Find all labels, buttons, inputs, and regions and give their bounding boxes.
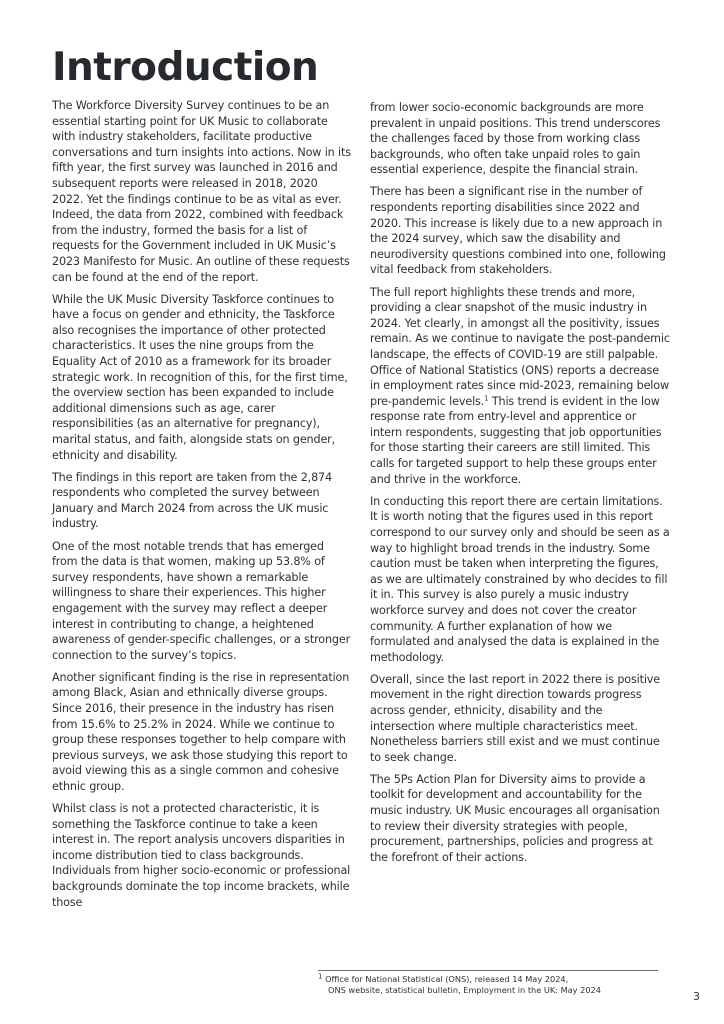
- paragraph-ons: [370, 285, 670, 488]
- paragraph: The 5Ps Action Plan for Diversity aims to provide a toolkit for development and accountability for the music industry. UK Music encourages all organisation to review their diversity strategies with people, procurement, partnerships, policies and progress at the forefront of their actions.: [370, 772, 660, 864]
- page-number: 3: [693, 990, 700, 1003]
- footnote-line-1: [318, 974, 658, 985]
- paragraph: Whilst class is not a protected characteristic, it is something the Taskforce continue to take a keen interest in. The report analysis uncovers disparities in income distribution tied to class backgrounds. Individuals from higher socio-economic or professional backgrounds dominate the top income brackets, while those: [52, 802, 351, 909]
- footnote-marker: 1: [484, 393, 489, 402]
- page-title: Introduction: [52, 45, 319, 90]
- paragraph: The findings in this report are taken from the 2,874 respondents who completed the survey between January and March 2024 from across the UK music industry.: [52, 470, 332, 531]
- paragraph: Another significant finding is the rise in representation among Black, Asian and ethnically diverse groups. Since 2016, their presence in the industry has risen from 15.6% to 25.2% in 2024. While we continue to group these responses together to help compare with previous surveys, we ask those studying this report to avoid viewing this as a single common and cohesive ethnic group.: [52, 670, 350, 793]
- paragraph: There has been a significant rise in the number of respondents reporting disabilities since 2022 and 2020. This increase is likely due to a new approach in the 2024 survey, which saw the disability and neurodiversity questions combined into one, following vital feedback from stakeholders.: [370, 185, 666, 277]
- paragraph: The Workforce Diversity Survey continues to be an essential starting point for UK Music to collaborate with industry stakeholders, facilitate productive conversations and turn insights into actions. Now in its fifth year, the first survey was launched in 2016 and subsequent reports were released in 2018, 2020 2022. Yet the findings continue to be as vital as ever. Indeed, the data from 2022, combined with feedback from the industry, formed the basis for a list of requests for the Government included in UK Music’s 2023 Manifesto for Music. An outline of these requests can be found at the end of the report.: [52, 99, 351, 284]
- paragraph: from lower socio-economic backgrounds are more prevalent in unpaid positions. This trend underscores the challenges faced by those from working class backgrounds, who often take unpaid roles to gain essential experience, despite the financial strain.: [370, 101, 661, 177]
- paragraph: One of the most notable trends that has emerged from the data is that women, making up 53.8% of survey respondents, have shown a remarkable willingness to share their experiences. This higher engagement with the survey may reflect a deeper interest in contributing to change, a heightened awareness of gender-specific challenges, or a stronger connection to the survey’s topics.: [52, 539, 351, 662]
- footnote-text: Office for National Statistical (ONS), released 14 May 2024,: [322, 974, 569, 984]
- paragraph: In conducting this report there are certain limitations. It is worth noting that the figures used in this report correspond to our survey only and should be seen as a way to highlight broad trends in the industry. Some caution must be taken when interpreting the figures, as we are ultimately constrained by who decides to fill it in. This survey is also purely a music industry workforce survey and does not cover the creator community. A further explanation of how we formulated and analysed the data is explained in the methodology.: [370, 494, 670, 664]
- footnote-number: 1: [318, 972, 323, 981]
- footnote: [318, 970, 658, 996]
- paragraph: Overall, since the last report in 2022 there is positive movement in the right direction towards progress across gender, ethnicity, disability and the intersection where multiple characteristics meet. Nonetheless barriers still exist and we must continue to seek change.: [370, 672, 660, 764]
- right-column: [370, 100, 670, 872]
- paragraph-ons-text: The full report highlights these trends and more, providing a clear snapshot of the music industry in 2024. Yet clearly, in amongst all the positivity, issues remain. As we continue to navigate the post-pandemic landscape, the effects of COVID-19 are still palpable. Office of National Statistics (ONS) reports a decrease in employment rates since mid-2023, remaining below pre-pandemic levels.: [370, 285, 670, 408]
- left-column: [52, 98, 352, 917]
- paragraph: While the UK Music Diversity Taskforce continues to have a focus on gender and ethnicity, the Taskforce also recognises the importance of other protected characteristics. It uses the nine groups from the Equality Act of 2010 as a framework for its broader strategic work. In recognition of this, for the first time, the overview section has been expanded to include additional dimensions such as age, carer responsibilities (as an alternative for pregnancy), marital status, and faith, alongside stats on gender, ethnicity and disability.: [52, 292, 348, 462]
- footnote-line-2: ONS website, statistical bulletin, Employment in the UK: May 2024: [328, 985, 601, 995]
- paragraph-ons-text-cont: This trend is evident in the low response rate from entry-level and apprentice or intern respondents, suggesting that job opportunities for those starting their careers are still limited. This calls for targeted support to help these groups enter and thrive in the workforce.: [370, 394, 662, 486]
